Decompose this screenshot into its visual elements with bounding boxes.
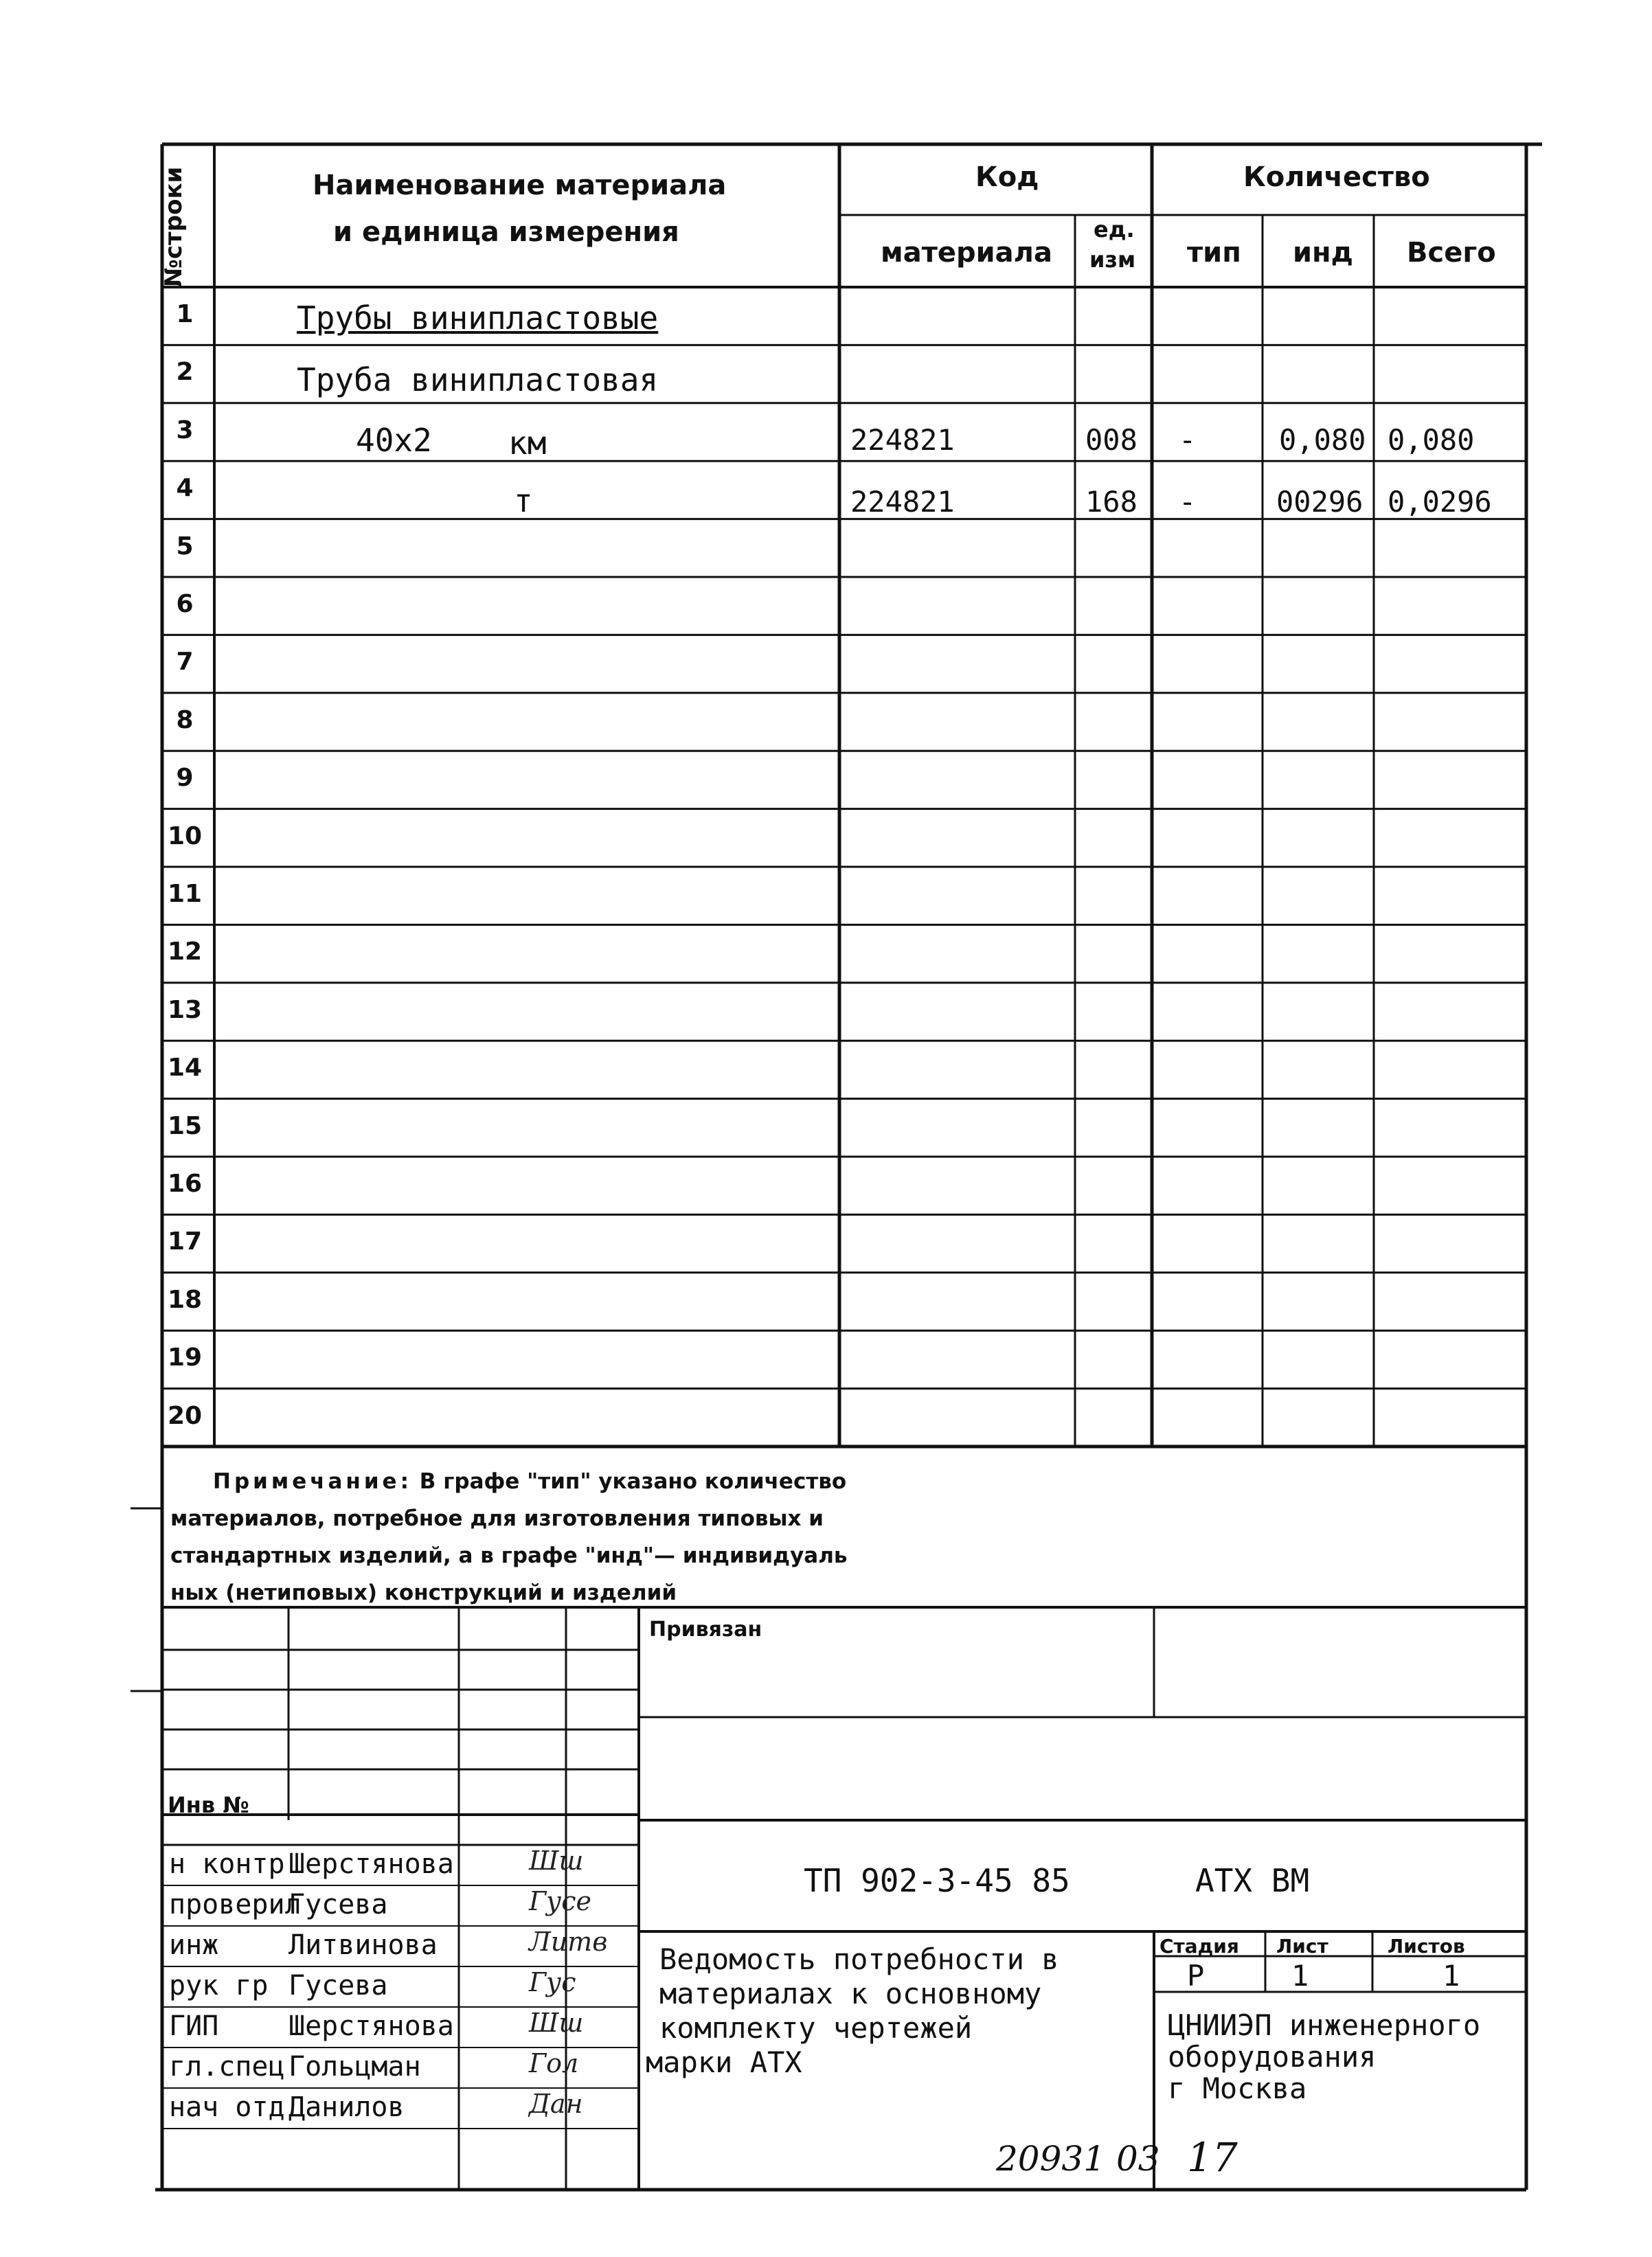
org-line3: г Москва xyxy=(1168,2072,1307,2105)
document-mark: АТХ ВМ xyxy=(1195,1862,1310,1899)
stage-value: Р xyxy=(1187,1959,1205,1993)
signature: Шш xyxy=(529,2008,584,2038)
org-line2: оборудования xyxy=(1168,2040,1377,2074)
row-number: 2 xyxy=(176,358,194,387)
inv-no-label: Инв № xyxy=(168,1792,249,1818)
org-line1: ЦНИИЭП инженерного xyxy=(1168,2008,1481,2042)
row-3-uom: 008 xyxy=(1085,423,1138,457)
signature: Гусе xyxy=(529,1886,591,1916)
title-line4: марки АТХ xyxy=(646,2045,802,2079)
row-1-name: Трубы винипластовые xyxy=(297,299,659,337)
signature: Гус xyxy=(529,1967,576,1997)
row-number: 16 xyxy=(168,1170,203,1198)
row-number: 6 xyxy=(176,590,194,618)
signatory-role: инж xyxy=(169,1929,219,1961)
row-number: 9 xyxy=(176,764,194,793)
signatory-name: Данилов xyxy=(288,2091,405,2123)
privyazan-label: Привязан xyxy=(649,1618,762,1642)
material-header: материала xyxy=(881,237,1052,269)
unit-header-line2: изм xyxy=(1089,247,1136,273)
row-number: 3 xyxy=(176,416,194,444)
signatory-role: гл.спец xyxy=(169,2051,285,2083)
signature: Литв xyxy=(529,1927,608,1957)
signatory-name: Шерстянова xyxy=(288,1848,454,1880)
row-4-uom: 168 xyxy=(1085,485,1138,519)
signatory-name: Гусева xyxy=(288,1970,388,2001)
row-number: 7 xyxy=(176,648,194,677)
code-header: Код xyxy=(975,161,1039,193)
row-number: 11 xyxy=(168,880,203,908)
sheet-value: 1 xyxy=(1291,1959,1309,1993)
row-number: 15 xyxy=(168,1111,203,1140)
row-3-ind: 0,080 xyxy=(1279,423,1366,457)
total-header: Всего xyxy=(1407,237,1496,269)
footer-number: 20931 03 xyxy=(996,2139,1160,2179)
row-4-type: - xyxy=(1179,485,1197,519)
note-text-1: В графе "тип" указано количество xyxy=(419,1469,847,1494)
signatory-role: рук гр xyxy=(169,1970,269,2001)
sheet-label: Лист xyxy=(1276,1935,1328,1958)
row-number: 4 xyxy=(176,474,194,503)
row-4-ind: 00296 xyxy=(1276,485,1364,519)
row-number: 19 xyxy=(168,1343,203,1372)
row-number: 5 xyxy=(176,532,194,560)
stage-label: Стадия xyxy=(1159,1935,1239,1958)
document-code-text: ТП 902-3-45 85 xyxy=(804,1862,1070,1899)
row-number: 20 xyxy=(168,1401,203,1430)
sheets-label: Листов xyxy=(1388,1935,1465,1958)
row-number: 14 xyxy=(168,1054,203,1082)
row-4-unit: т xyxy=(514,482,533,519)
note-line1 xyxy=(213,1471,846,1493)
signatory-role: ГИП xyxy=(169,2010,219,2042)
name-header-line1: Наименование материала xyxy=(313,170,727,201)
note-label: Примечание: xyxy=(213,1469,412,1494)
signatory-name: Шерстянова xyxy=(288,2010,454,2042)
row-number-header: №строки xyxy=(160,166,188,287)
quantity-header: Количество xyxy=(1243,161,1430,193)
row-number: 13 xyxy=(168,995,203,1024)
title-line1: Ведомость потребности в xyxy=(659,1942,1059,1976)
signature: Шш xyxy=(529,1846,584,1876)
footer-page: 17 xyxy=(1187,2134,1238,2181)
title-line2: материалах к основному xyxy=(659,1977,1042,2010)
signatory-role: н контр xyxy=(169,1848,285,1880)
row-3-unit: км xyxy=(508,424,547,462)
signatory-name: Литвинова xyxy=(288,1929,438,1961)
row-2-name: Труба винипластовая xyxy=(297,361,659,398)
row-number: 8 xyxy=(176,705,194,734)
note-line2: материалов, потребное для изготовления типовых и xyxy=(170,1506,824,1531)
name-header-line2: и единица измерения xyxy=(333,216,679,248)
document-code xyxy=(804,1862,1070,1899)
row-3-type: - xyxy=(1179,423,1197,457)
row-number: 10 xyxy=(168,821,203,850)
row-number: 1 xyxy=(176,300,194,328)
signatory-name: Гусева xyxy=(288,1889,388,1920)
row-4-code: 224821 xyxy=(850,485,955,519)
signature: Дан xyxy=(529,2089,583,2119)
row-number: 17 xyxy=(168,1227,203,1256)
row-3-code: 224821 xyxy=(850,423,955,457)
signatory-role: нач отд xyxy=(169,2091,285,2123)
sheets-value: 1 xyxy=(1442,1959,1460,1993)
type-header: тип xyxy=(1187,237,1241,269)
unit-header-line1: ед. xyxy=(1094,216,1135,242)
signatory-role: проверил xyxy=(169,1889,302,1920)
ind-header: инд xyxy=(1293,237,1353,269)
signature: Гол xyxy=(529,2048,579,2078)
row-3-total: 0,080 xyxy=(1388,423,1475,457)
row-number: 12 xyxy=(168,938,203,966)
row-3-name: 40х2 xyxy=(356,422,432,459)
title-line3: комплекту чертежей xyxy=(659,2011,973,2045)
signatory-name: Гольцман xyxy=(288,2051,421,2083)
note-line3: стандартных изделий, а в графе "инд"— индивидуаль xyxy=(170,1543,848,1568)
row-number: 18 xyxy=(168,1285,203,1314)
row-4-total: 0,0296 xyxy=(1388,485,1492,519)
note-line4: ных (нетиповых) конструкций и изделий xyxy=(170,1580,677,1605)
